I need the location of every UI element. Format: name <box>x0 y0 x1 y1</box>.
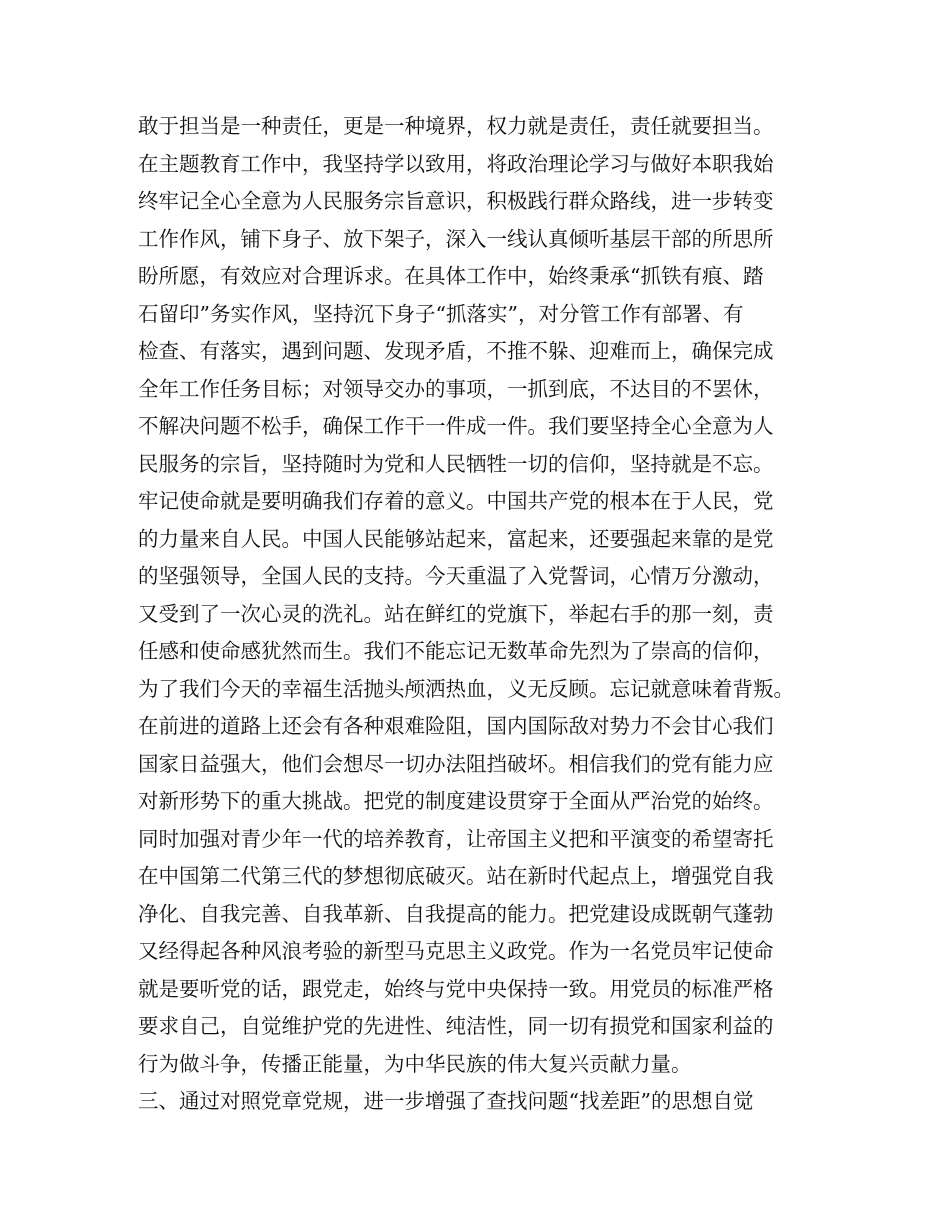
text-line-3: 终牢记全心全意为人民服务宗旨意识，积极践行群众路线，进一步转变 <box>138 189 774 213</box>
text-line-26: 行为做斗争，传播正能量，为中华民族的伟大复兴贡献力量。 <box>138 1051 692 1076</box>
text-line-6: 石留印”务实作风，坚持沉下身子“抓落实”，对分管工作有部署、有 <box>138 301 744 326</box>
text-line-24: 就是要听党的话，跟党走，始终与党中央保持一致。用党员的标准严格 <box>138 976 774 1001</box>
text-line-22: 净化、自我完善、自我革新、自我提高的能力。把党建设成既朝气蓬勃 <box>138 901 774 926</box>
text-line-13: 的坚强领导，全国人民的支持。今天重温了入党誓词，心情万分激动， <box>138 564 774 588</box>
text-line-18: 国家日益强大，他们会想尽一切办法阻挡破坏。相信我们的党有能力应 <box>138 751 774 776</box>
text-line-2: 在主题教育工作中，我坚持学以致用，将政治理论学习与做好本职我始 <box>138 151 774 176</box>
text-line-15: 任感和使命感犹然而生。我们不能忘记无数革命先烈为了崇高的信仰， <box>138 639 774 663</box>
text-line-16: 为了我们今天的幸福生活抛头颅洒热血，义无反顾。忘记就意味着背叛。 <box>138 676 794 701</box>
text-line-12: 的力量来自人民。中国人民能够站起来，富起来，还要强起来靠的是党 <box>138 526 774 551</box>
text-line-9: 不解决问题不松手，确保工作干一件成一件。我们要坚持全心全意为人 <box>138 414 774 438</box>
text-line-25: 要求自己，自觉维护党的先进性、纯洁性，同一切有损党和国家利益的 <box>138 1014 774 1038</box>
body-text <box>138 108 838 1121</box>
text-line-8: 全年工作任务目标；对领导交办的事项，一抓到底，不达目的不罢休， <box>138 376 774 401</box>
text-line-23: 又经得起各种风浪考验的新型马克思主义政党。作为一名党员牢记使命 <box>138 939 774 963</box>
text-line-19: 对新形势下的重大挑战。把党的制度建设贯穿于全面从严治党的始终。 <box>138 789 774 813</box>
text-line-14: 又受到了一次心灵的洗礼。站在鲜红的党旗下，举起右手的那一刻，责 <box>138 601 774 626</box>
text-line-5: 盼所愿，有效应对合理诉求。在具体工作中，始终秉承“抓铁有痕、踏 <box>138 264 764 288</box>
text-line-4: 工作作风，铺下身子、放下架子，深入一线认真倾听基层干部的所思所 <box>138 226 774 251</box>
text-line-27: 三、通过对照党章党规，进一步增强了查找问题“找差距”的思想自觉 <box>138 1089 754 1113</box>
text-line-1: 敢于担当是一种责任，更是一种境界，权力就是责任，责任就要担当。 <box>138 114 774 138</box>
text-line-17: 在前进的道路上还会有各种艰难险阻，国内国际敌对势力不会甘心我们 <box>138 714 774 738</box>
text-line-21: 在中国第二代第三代的梦想彻底破灭。站在新时代起点上，增强党自我 <box>138 864 774 888</box>
text-line-10: 民服务的宗旨，坚持随时为党和人民牺牲一切的信仰，坚持就是不忘。 <box>138 451 774 476</box>
text-line-20: 同时加强对青少年一代的培养教育，让帝国主义把和平演变的希望寄托 <box>138 826 774 851</box>
text-line-11: 牢记使命就是要明确我们存着的意义。中国共产党的根本在于人民，党 <box>138 489 774 513</box>
text-line-7: 检查、有落实，遇到问题、发现矛盾，不推不躲、迎难而上，确保完成 <box>138 339 774 363</box>
